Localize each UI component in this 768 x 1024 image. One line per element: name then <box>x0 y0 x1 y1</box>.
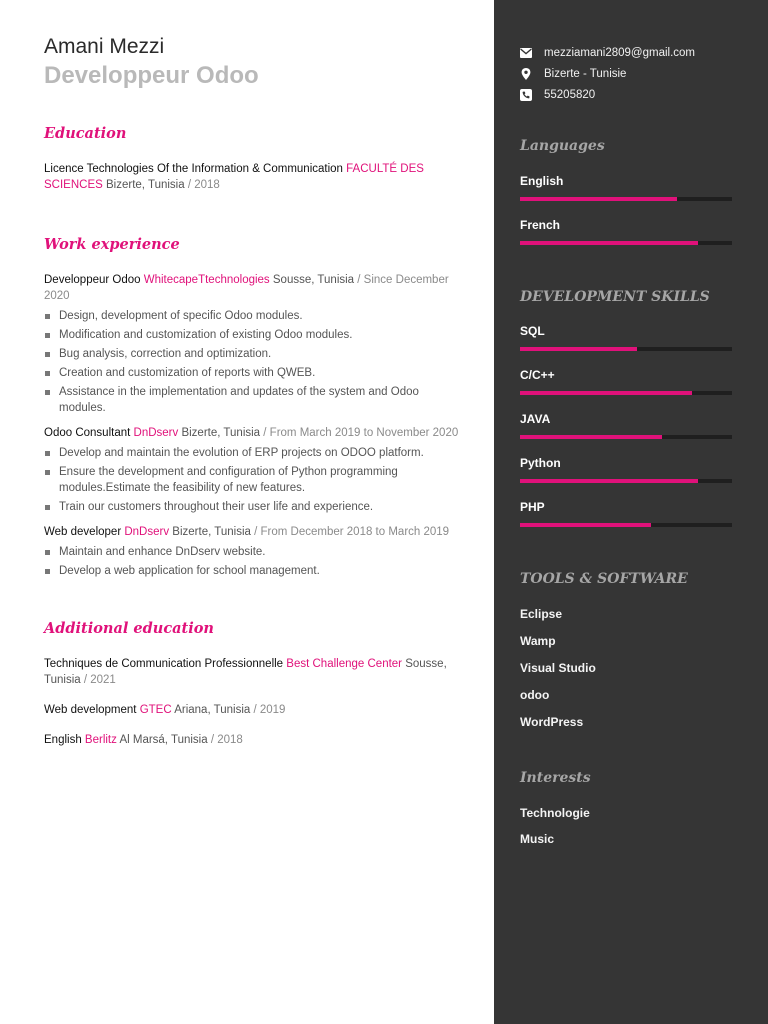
phone-icon <box>520 89 532 101</box>
language-level-bar <box>520 241 732 245</box>
entry-location: Bizerte, Tunisia <box>172 526 251 538</box>
level-fill <box>520 391 692 395</box>
bullet-item: Ensure the development and configuration of Python programming modules.Estimate the feasibility of new features. <box>44 465 464 496</box>
entry-location: Sousse, Tunisia <box>44 657 447 686</box>
entry-org: GTEC <box>139 703 172 716</box>
entry-location: Sousse, Tunisia <box>272 274 355 286</box>
section-heading-languages: Languages <box>520 138 605 154</box>
section-heading-interests: Interests <box>520 770 591 786</box>
work-bullets <box>44 309 464 416</box>
entry-org: Berlitz <box>84 733 117 746</box>
level-fill <box>520 523 651 527</box>
entry-location: Bizerte, Tunisia <box>181 427 261 439</box>
entry-date: / 2018 <box>210 733 243 746</box>
skill-level-bar <box>520 479 732 483</box>
contact-email-text: mezziamani2809@gmail.com <box>544 46 696 59</box>
entry-location: Bizerte, Tunisia <box>106 179 185 191</box>
skill-item <box>520 368 732 395</box>
work-entry <box>44 272 464 304</box>
candidate-name: Amani Mezzi <box>44 35 165 58</box>
bullet-item: Creation and customization of reports with QWEB. <box>44 366 464 382</box>
skill-item <box>520 412 732 439</box>
entry-org: DnDserv <box>133 427 179 439</box>
contact-address-text: Bizerte - Tunisie <box>544 67 627 80</box>
entry-role: Web development <box>44 703 137 716</box>
contact-address <box>520 63 732 84</box>
languages-list <box>520 174 732 245</box>
skill-item <box>520 500 732 527</box>
skill-level-bar <box>520 523 732 527</box>
bullet-item: Develop and maintain the evolution of ERP projects on ODOO platform. <box>44 446 464 462</box>
entry-date: / Since December 2020 <box>44 274 449 302</box>
entry-date: / 2018 <box>187 179 220 191</box>
section-heading-additional: Additional education <box>44 619 214 637</box>
additional-entry <box>44 732 464 748</box>
contact-phone[interactable] <box>520 84 732 105</box>
language-level-bar <box>520 197 732 201</box>
entry-role: Licence Technologies Of the Information & Communication <box>44 163 343 175</box>
tool-item: Wamp <box>520 634 556 648</box>
work-entry <box>44 425 464 441</box>
entry-role: Odoo Consultant <box>44 427 131 439</box>
tool-item: Visual Studio <box>520 661 596 675</box>
contact-list <box>520 42 732 105</box>
additional-entry <box>44 656 464 688</box>
entry-role: Web developer <box>44 526 122 538</box>
skill-label: C/C++ <box>520 368 555 382</box>
section-heading-dev-skills: DEVELOPMENT SKILLS <box>520 289 710 305</box>
language-item <box>520 174 732 201</box>
entry-org: DnDserv <box>124 526 170 538</box>
bullet-item: Design, development of specific Odoo modules. <box>44 309 464 325</box>
additional-entry <box>44 702 464 718</box>
contact-phone-text: 55205820 <box>544 88 596 101</box>
level-fill <box>520 347 637 351</box>
skill-level-bar <box>520 347 732 351</box>
skill-item <box>520 324 732 351</box>
map-pin-icon <box>520 68 532 80</box>
interest-item: Music <box>520 832 555 846</box>
sidebar <box>494 0 768 1024</box>
work-bullets <box>44 545 464 580</box>
dev-skills-list <box>520 324 732 527</box>
section-heading-tools: TOOLS & SOFTWARE <box>520 571 688 587</box>
section-heading-work: Work experience <box>44 236 180 253</box>
bullet-item: Develop a web application for school management. <box>44 564 464 580</box>
entry-date: / From December 2018 to March 2019 <box>254 526 450 538</box>
skill-level-bar <box>520 435 732 439</box>
tools-list <box>520 607 732 730</box>
section-heading-education: Education <box>44 125 127 142</box>
envelope-icon <box>520 47 532 59</box>
bullet-item: Train our customers throughout their user life and experience. <box>44 500 464 516</box>
bullet-item: Maintain and enhance DnDserv website. <box>44 545 464 561</box>
skill-label: PHP <box>520 500 545 514</box>
skill-level-bar <box>520 391 732 395</box>
entry-org: WhitecapeTtechnologies <box>143 274 270 286</box>
skill-label: JAVA <box>520 412 551 426</box>
language-label: English <box>520 174 564 188</box>
language-label: French <box>520 218 561 232</box>
tool-item: WordPress <box>520 715 584 729</box>
candidate-title: Developpeur Odoo <box>44 62 259 89</box>
entry-org: Best Challenge Center <box>286 657 403 670</box>
language-item <box>520 218 732 245</box>
level-fill <box>520 479 698 483</box>
education-entry <box>44 161 464 193</box>
work-bullets <box>44 446 464 515</box>
level-fill <box>520 241 698 245</box>
contact-email[interactable] <box>520 42 732 63</box>
skill-item <box>520 456 732 483</box>
level-fill <box>520 197 677 201</box>
entry-date: / 2019 <box>253 703 286 716</box>
bullet-item: Bug analysis, correction and optimization. <box>44 347 464 363</box>
skill-label: Python <box>520 456 561 470</box>
entry-date: / From March 2019 to November 2020 <box>263 427 459 439</box>
entry-role: Techniques de Communication Professionnelle <box>44 657 284 670</box>
entry-role: Developpeur Odoo <box>44 274 141 286</box>
work-entry <box>44 524 464 540</box>
skill-label: SQL <box>520 324 545 338</box>
tool-item: odoo <box>520 688 550 702</box>
bullet-item: Assistance in the implementation and updates of the system and Odoo modules. <box>44 385 464 416</box>
tool-item: Eclipse <box>520 607 563 621</box>
entry-date: / 2021 <box>83 673 116 686</box>
interests-list <box>520 806 732 847</box>
entry-org: FACULTÉ DES SCIENCES <box>44 163 424 191</box>
entry-role: English <box>44 733 82 746</box>
level-fill <box>520 435 662 439</box>
entry-location: Ariana, Tunisia <box>174 703 251 716</box>
entry-location: Al Marsá, Tunisia <box>119 733 208 746</box>
interest-item: Technologie <box>520 806 590 820</box>
bullet-item: Modification and customization of existing Odoo modules. <box>44 328 464 344</box>
